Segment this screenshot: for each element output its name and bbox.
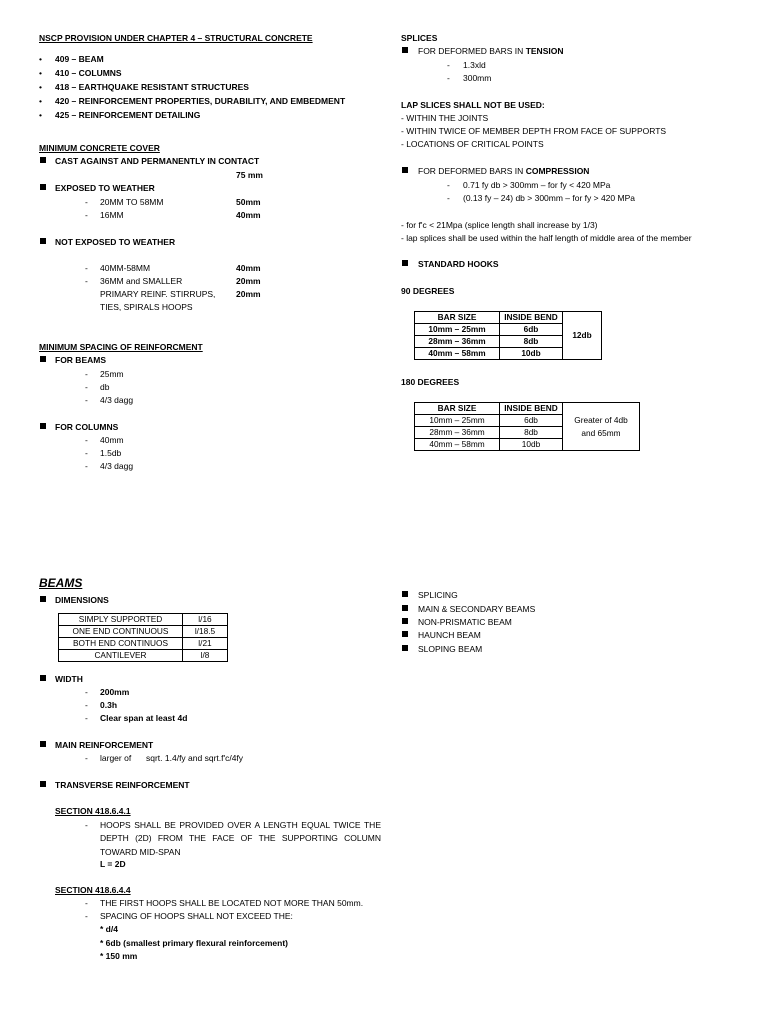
spacing-subitem: 25mm (100, 369, 124, 379)
tension-subitem: 1.3xld (463, 60, 486, 70)
spacing-subitem: 40mm (100, 435, 124, 445)
square-bullet-icon (402, 591, 408, 597)
square-bullet-icon (40, 741, 46, 747)
cover-value: 20mm (236, 289, 261, 299)
section-title: SECTION 418.6.4.4 (55, 885, 131, 895)
list-bullet: • (39, 54, 42, 64)
cover-value: 40mm (236, 263, 261, 273)
lap-title: LAP SLICES SHALL NOT BE USED: (401, 100, 545, 110)
table-cell: l/18.5 (183, 626, 228, 638)
cover-item: CAST AGAINST AND PERMANENTLY IN CONTACT (55, 156, 260, 166)
dash: - (85, 382, 88, 392)
section-title: SECTION 418.6.4.1 (55, 806, 131, 816)
cover-value: 75 mm (236, 170, 263, 180)
table-cell: CANTILEVER (59, 650, 183, 662)
table-header: INSIDE BEND (500, 403, 563, 415)
spacing-title: MINIMUM SPACING OF REINFORCMENT (39, 342, 203, 352)
dash: - (85, 276, 88, 286)
width-title: WIDTH (55, 674, 83, 684)
cover-item: EXPOSED TO WEATHER (55, 183, 155, 193)
width-item: 200mm (100, 687, 130, 697)
tension-keyword: TENSION (525, 46, 564, 56)
table-cell: 28mm – 36mm (415, 427, 500, 439)
table-header: BAR SIZE (415, 312, 500, 324)
table-cell: 40mm – 58mm (415, 348, 500, 360)
square-bullet-icon (402, 645, 408, 651)
lap-item: - WITHIN THE JOINTS (401, 113, 489, 123)
cover-item: NOT EXPOSED TO WEATHER (55, 237, 176, 247)
spacing-subitem: db (100, 382, 110, 392)
dash: - (85, 713, 88, 723)
spacing-subitem: 4/3 dagg (100, 461, 134, 471)
cover-value: 50mm (236, 197, 261, 207)
compression-item (418, 165, 589, 178)
cover-subitem: 16MM (100, 210, 124, 220)
table-cell: 10db (500, 439, 563, 451)
main-reinf-item: larger of (100, 753, 132, 763)
list-bullet: • (39, 68, 42, 78)
section-item: THE FIRST HOOPS SHALL BE LOCATED NOT MORE THAN 50mm. (100, 898, 364, 908)
table-cell: l/8 (183, 650, 228, 662)
dash: - (85, 687, 88, 697)
dash: - (85, 210, 88, 220)
cover-title: MINIMUM CONCRETE COVER (39, 143, 160, 153)
page-header: NSCP PROVISION UNDER CHAPTER 4 – STRUCTURAL CONCRETE (39, 33, 313, 43)
beams-title: BEAMS (39, 576, 83, 590)
beam-topic: HAUNCH BEAM (418, 630, 481, 640)
cover-subitem: TIES, SPIRALS HOOPS (100, 302, 193, 312)
hooks-title: STANDARD HOOKS (418, 259, 499, 269)
dash: - (85, 197, 88, 207)
table-cell: 6db (500, 324, 563, 336)
splices-title: SPLICES (401, 33, 438, 43)
transverse-title: TRANSVERSE REINFORCEMENT (55, 780, 190, 790)
compression-subitem: 0.71 fy db > 300mm – for fy < 420 MPa (463, 180, 611, 190)
spacing-item: FOR COLUMNS (55, 422, 119, 432)
cover-subitem: PRIMARY REINF. STIRRUPS, (100, 289, 216, 299)
dash: - (447, 60, 450, 70)
width-item: 0.3h (100, 700, 118, 710)
note: - lap splices shall be used within the half length of middle area of the member (401, 233, 692, 243)
table-cell: l/21 (183, 638, 228, 650)
cover-subitem: 36MM and SMALLER (100, 276, 183, 286)
dash: - (447, 193, 450, 203)
hook-180-table (414, 402, 640, 451)
hook-90-table (414, 311, 602, 360)
compression-prefix: FOR DEFORMED BARS IN (418, 166, 526, 176)
table-cell: 10db (500, 348, 563, 360)
dash: - (85, 448, 88, 458)
table-cell: 28mm – 36mm (415, 336, 500, 348)
list-bullet: • (39, 82, 42, 92)
beam-topic: SPLICING (418, 590, 458, 600)
section-item: SPACING OF HOOPS SHALL NOT EXCEED THE: (100, 911, 293, 921)
dimensions-title: DIMENSIONS (55, 595, 109, 605)
section-subitem: * 6db (smallest primary flexural reinforcement) (100, 938, 289, 948)
table-cell: 10mm – 25mm (415, 415, 500, 427)
square-bullet-icon (402, 167, 408, 173)
lap-item: - LOCATIONS OF CRITICAL POINTS (401, 139, 544, 149)
list-bullet: • (39, 110, 42, 120)
dash: - (447, 180, 450, 190)
section-formula: L = 2D (100, 859, 126, 869)
cover-value: 40mm (236, 210, 261, 220)
dash: - (85, 263, 88, 273)
table-cell: 8db (500, 427, 563, 439)
table-cell: 10mm – 25mm (415, 324, 500, 336)
list-bullet: • (39, 96, 42, 106)
table-cell: 40mm – 58mm (415, 439, 500, 451)
dash: - (85, 435, 88, 445)
cover-value: 20mm (236, 276, 261, 286)
table-cell: 6db (500, 415, 563, 427)
tension-subitem: 300mm (463, 73, 492, 83)
square-bullet-icon (40, 184, 46, 190)
dash: - (85, 395, 88, 405)
spacing-subitem: 4/3 dagg (100, 395, 134, 405)
square-bullet-icon (40, 356, 46, 362)
spacing-subitem: 1.5db (100, 448, 122, 458)
chapter-item: 410 – COLUMNS (55, 68, 122, 78)
cover-subitem: 20MM TO 58MM (100, 197, 164, 207)
square-bullet-icon (402, 47, 408, 53)
square-bullet-icon (402, 618, 408, 624)
tension-prefix: FOR DEFORMED BARS IN (418, 46, 526, 56)
spacing-item: FOR BEAMS (55, 355, 106, 365)
chapter-item: 425 – REINFORCEMENT DETAILING (55, 110, 201, 120)
deg90-title: 90 DEGREES (401, 286, 455, 296)
table-header: BAR SIZE (415, 403, 500, 415)
dash: - (85, 911, 88, 921)
beam-topic: SLOPING BEAM (418, 644, 483, 654)
lap-item: - WITHIN TWICE OF MEMBER DEPTH FROM FACE OF SUPPORTS (401, 126, 667, 136)
square-bullet-icon (40, 675, 46, 681)
chapter-item: 409 – BEAM (55, 54, 104, 64)
main-reinf-title: MAIN REINFORCEMENT (55, 740, 154, 750)
square-bullet-icon (40, 781, 46, 787)
section-subitem: * d/4 (100, 924, 118, 934)
compression-keyword: COMPRESSION (525, 166, 590, 176)
table-merged-cell (563, 403, 640, 451)
dash: - (85, 898, 88, 908)
square-bullet-icon (402, 605, 408, 611)
dash: - (85, 461, 88, 471)
section-paragraph: HOOPS SHALL BE PROVIDED OVER A LENGTH EQUAL TWICE THE DEPTH (2D) FROM THE FACE OF THE SUPPORTING COLUMN TOWARD MID-SPAN (100, 820, 381, 857)
square-bullet-icon (40, 596, 46, 602)
square-bullet-icon (40, 157, 46, 163)
merged-line: and 65mm (581, 427, 621, 438)
dash: - (447, 73, 450, 83)
square-bullet-icon (40, 423, 46, 429)
table-header: INSIDE BEND (500, 312, 563, 324)
beam-topic: MAIN & SECONDARY BEAMS (418, 604, 536, 614)
cover-subitem: 40MM-58MM (100, 263, 151, 273)
square-bullet-icon (402, 260, 408, 266)
deg180-title: 180 DEGREES (401, 377, 460, 387)
square-bullet-icon (40, 238, 46, 244)
table-cell: ONE END CONTINUOUS (59, 626, 183, 638)
dash: - (85, 369, 88, 379)
dash: - (85, 820, 88, 830)
compression-subitem: (0.13 fy – 24) db > 300mm – for fy > 420 MPa (463, 193, 635, 203)
table-merged-cell: 12db (563, 312, 602, 360)
main-reinf-formula: sqrt. 1.4/fy and sqrt.f'c/4fy (146, 753, 244, 763)
table-cell: SIMPLY SUPPORTED (59, 614, 183, 626)
width-item: Clear span at least 4d (100, 713, 188, 723)
table-cell: BOTH END CONTINUOS (59, 638, 183, 650)
merged-line: Greater of 4db (574, 414, 628, 425)
dash: - (85, 700, 88, 710)
chapter-item: 418 – EARTHQUAKE RESISTANT STRUCTURES (55, 82, 249, 92)
dimensions-table (58, 613, 228, 662)
chapter-item: 420 – REINFORCEMENT PROPERTIES, DURABILITY, AND EMBEDMENT (55, 96, 346, 106)
dash: - (85, 753, 88, 763)
section-subitem: * 150 mm (100, 951, 138, 961)
table-cell: l/16 (183, 614, 228, 626)
tension-item (418, 45, 563, 58)
square-bullet-icon (402, 631, 408, 637)
beam-topic: NON-PRISMATIC BEAM (418, 617, 512, 627)
table-cell: 8db (500, 336, 563, 348)
note: - for f'c < 21Mpa (splice length shall increase by 1/3) (401, 220, 598, 230)
